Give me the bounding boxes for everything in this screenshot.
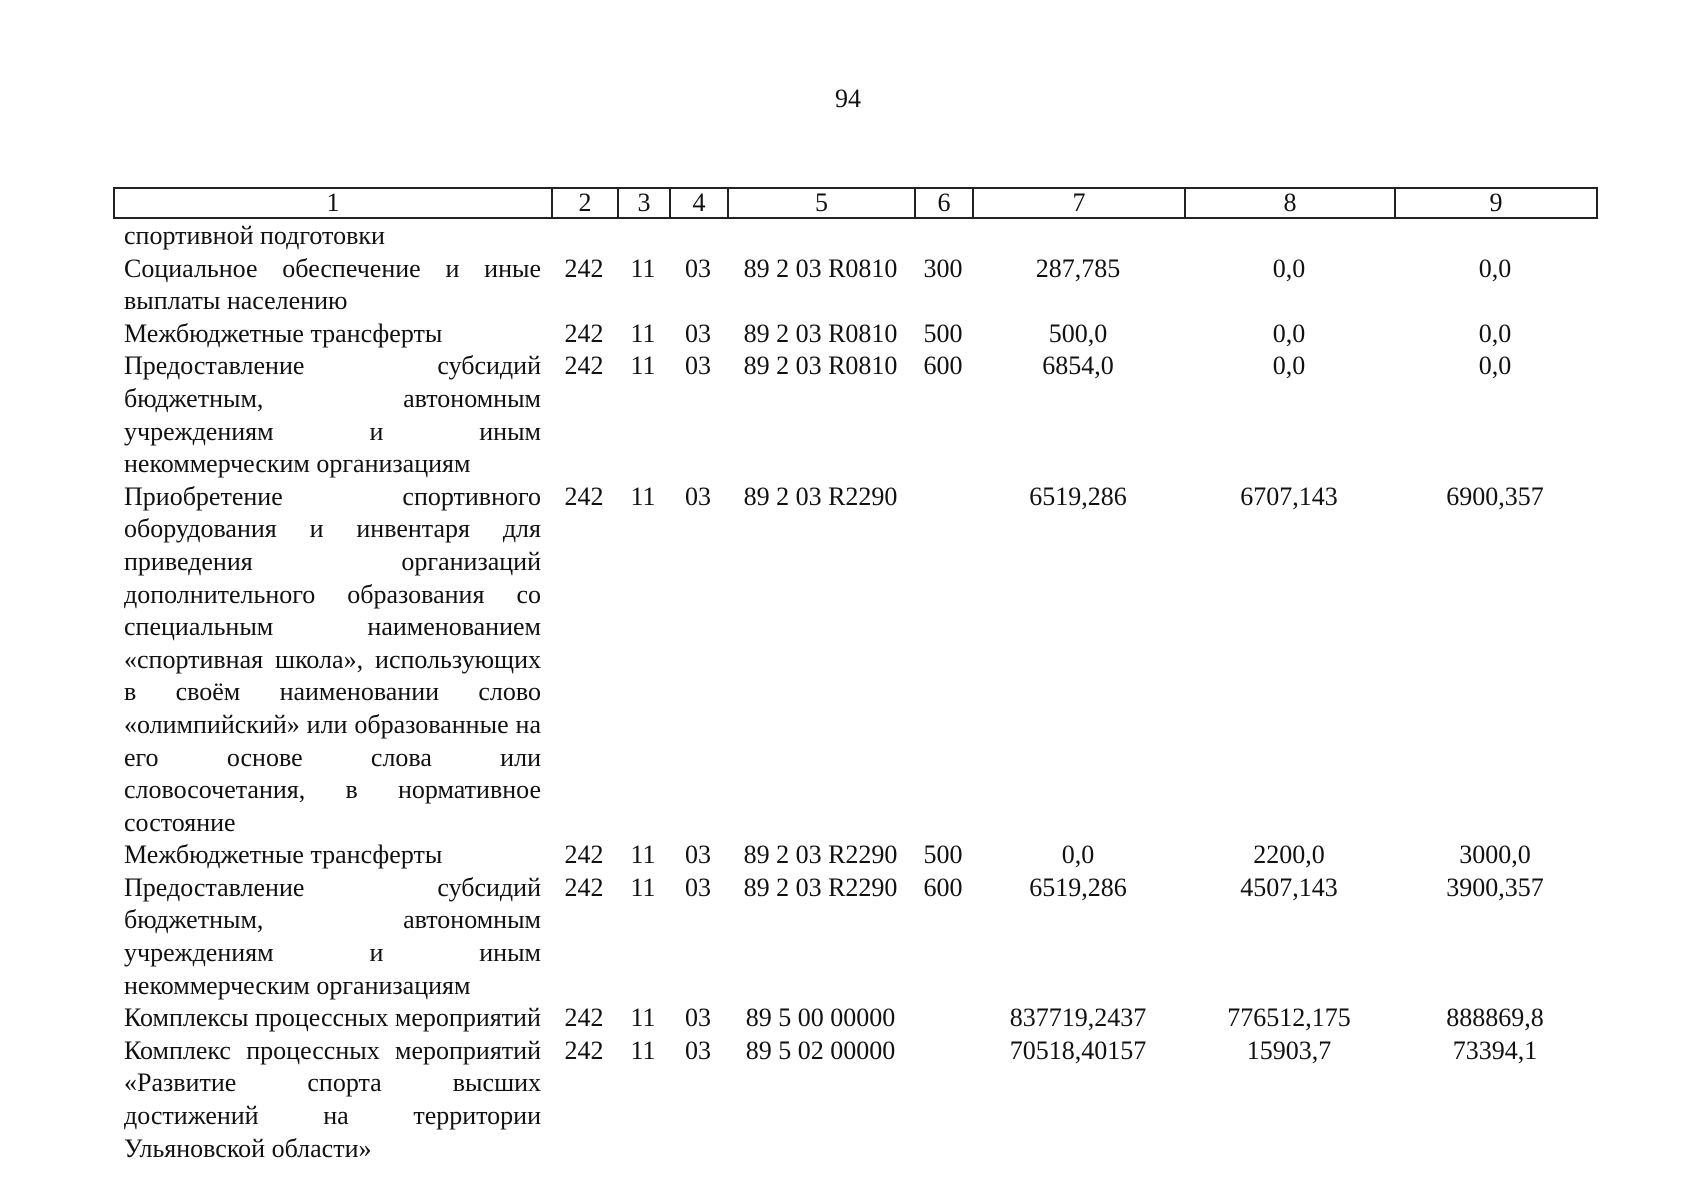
column-header-3: 3	[618, 188, 670, 218]
page-number: 94	[835, 84, 861, 113]
column-header-4: 4	[670, 188, 728, 218]
code-col-3: 11	[630, 1035, 656, 1065]
column-header-5: 5	[728, 188, 915, 218]
amount-col-9: 0,0	[1478, 318, 1512, 348]
code-col-2: 242	[564, 840, 604, 870]
item-name: Комплекс процессных мероприятий «Развитие спорта высших достижений на территории Ульяновской области»	[124, 1035, 541, 1163]
item-name: Предоставление субсидий бюджетным, автономным учреждениям и иным некоммерческим организациям	[124, 872, 541, 1000]
table-row	[115, 872, 1596, 1002]
amount-col-9: 3000,0	[1459, 840, 1531, 870]
amount-col-9: 888869,8	[1446, 1003, 1544, 1033]
amount-col-8: 6707,143	[1240, 481, 1338, 511]
code-col-5: 89 5 00 00000	[745, 1003, 896, 1033]
table-row	[115, 839, 1596, 872]
table-body	[115, 220, 1596, 1165]
code-col-2: 242	[564, 481, 604, 511]
amount-col-9: 73394,1	[1452, 1035, 1538, 1065]
amount-col-7: 287,785	[1035, 253, 1121, 283]
table-header	[113, 187, 1598, 219]
code-col-4: 03	[685, 1003, 711, 1033]
code-col-5: 89 2 03 R2290	[743, 481, 898, 511]
amount-col-7: 6854,0	[1042, 351, 1114, 381]
item-name: спортивной подготовки	[124, 221, 385, 250]
code-col-4: 03	[685, 872, 711, 902]
item-name: Комплексы процессных мероприятий	[124, 1003, 541, 1033]
code-col-2: 242	[564, 872, 604, 902]
table-row	[115, 1002, 1596, 1035]
code-col-2: 242	[564, 318, 604, 348]
amount-col-7: 500,0	[1048, 318, 1108, 348]
code-col-5: 89 2 03 R0810	[743, 351, 898, 381]
column-header-2: 2	[552, 188, 618, 218]
code-col-4: 03	[685, 318, 711, 348]
amount-col-8: 776512,175	[1227, 1003, 1351, 1033]
code-col-5	[727, 220, 914, 253]
amount-col-7: 0,0	[1061, 840, 1095, 870]
code-col-2: 242	[564, 1035, 604, 1065]
amount-col-7: 837719,2437	[1009, 1003, 1147, 1033]
column-header-1: 1	[114, 188, 552, 218]
code-col-5: 89 2 03 R0810	[743, 253, 898, 283]
amount-col-8: 0,0	[1272, 253, 1306, 283]
code-col-3: 11	[630, 872, 656, 902]
item-name: Социальное обеспечение и иные выплаты населению	[124, 253, 541, 316]
code-col-4: 03	[685, 253, 711, 283]
code-col-2: 242	[564, 351, 604, 381]
amount-col-9: 0,0	[1478, 351, 1512, 381]
code-col-3	[617, 220, 669, 253]
item-name: Приобретение спортивного оборудования и инвентаря для приведения организаций дополнительного образования со специальным наименованием «спортивная школа», использующих в своём наименовании слово «олимпийский» или образованные на его основе слова или словосочетания, в нормативное состояние	[124, 481, 541, 837]
item-name: Предоставление субсидий бюджетным, автономным учреждениям и иным некоммерческим организациям	[124, 351, 541, 479]
amount-col-7: 70518,40157	[1009, 1035, 1147, 1065]
amount-col-8: 0,0	[1272, 318, 1306, 348]
code-col-4: 03	[685, 840, 711, 870]
table-row	[115, 350, 1596, 480]
amount-col-7: 6519,286	[1029, 872, 1127, 902]
amount-col-8: 0,0	[1272, 351, 1306, 381]
budget-table	[115, 220, 1596, 1165]
code-col-3: 11	[630, 1003, 656, 1033]
amount-col-9: 3900,357	[1446, 872, 1544, 902]
amount-col-9	[1394, 220, 1596, 253]
amount-col-9: 0,0	[1478, 253, 1512, 283]
code-col-3: 11	[630, 318, 656, 348]
item-name: Межбюджетные трансферты	[124, 840, 443, 870]
column-header-7: 7	[973, 188, 1185, 218]
code-col-6	[914, 481, 972, 840]
code-col-5: 89 2 03 R2290	[743, 872, 898, 902]
table-row	[115, 220, 1596, 253]
code-col-6	[914, 1035, 972, 1165]
table-row	[115, 1035, 1596, 1165]
column-header-8: 8	[1185, 188, 1395, 218]
amount-col-9: 6900,357	[1446, 481, 1544, 511]
amount-col-7	[972, 220, 1184, 253]
table-row	[115, 253, 1596, 318]
code-col-2: 242	[564, 1003, 604, 1033]
code-col-6: 600	[923, 351, 963, 381]
code-col-3: 11	[630, 481, 656, 511]
code-col-6	[914, 1002, 972, 1035]
amount-col-8: 2200,0	[1253, 840, 1325, 870]
amount-col-7: 6519,286	[1029, 481, 1127, 511]
code-col-3: 11	[630, 253, 656, 283]
column-header-9: 9	[1395, 188, 1597, 218]
code-col-5: 89 5 02 00000	[745, 1035, 896, 1065]
code-col-4	[669, 220, 727, 253]
code-col-4: 03	[685, 1035, 711, 1065]
code-col-6: 300	[923, 253, 963, 283]
code-col-6: 600	[923, 872, 963, 902]
code-col-6	[914, 220, 972, 253]
code-col-4: 03	[685, 481, 711, 511]
header-row	[114, 188, 1597, 218]
code-col-5: 89 2 03 R0810	[743, 318, 898, 348]
item-name: Межбюджетные трансферты	[124, 318, 443, 348]
code-col-2: 242	[564, 253, 604, 283]
code-col-6: 500	[923, 318, 963, 348]
code-col-3: 11	[630, 840, 656, 870]
code-col-5: 89 2 03 R2290	[743, 840, 898, 870]
amount-col-8: 15903,7	[1246, 1035, 1332, 1065]
code-col-3: 11	[630, 351, 656, 381]
table-row	[115, 318, 1596, 351]
code-col-6: 500	[923, 840, 963, 870]
amount-col-8	[1184, 220, 1394, 253]
column-header-6: 6	[915, 188, 973, 218]
code-col-2	[551, 220, 617, 253]
code-col-4: 03	[685, 351, 711, 381]
amount-col-8: 4507,143	[1240, 872, 1338, 902]
table-row	[115, 481, 1596, 840]
